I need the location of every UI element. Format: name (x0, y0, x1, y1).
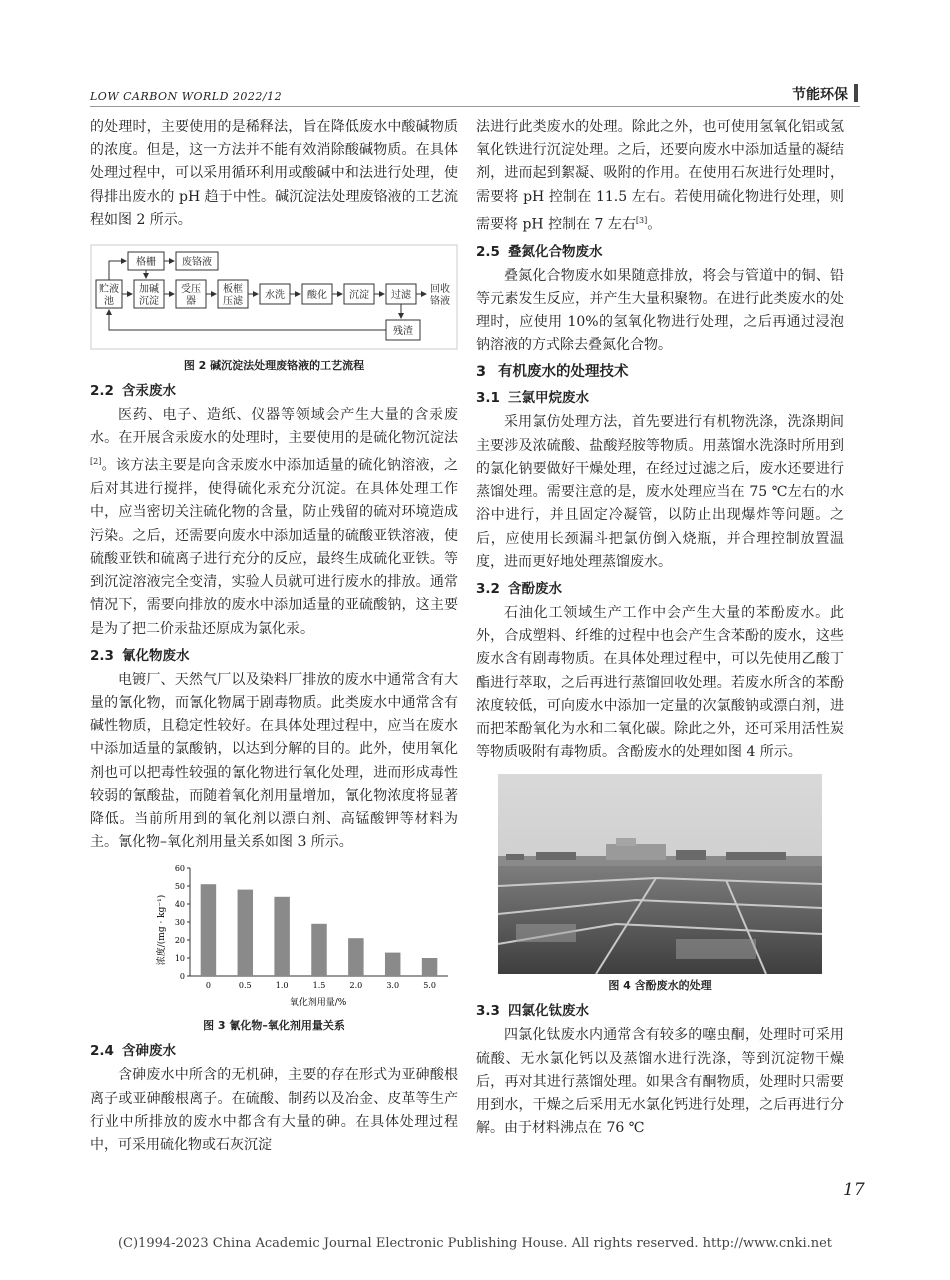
chart-x-tick-label: 2.0 (349, 981, 363, 991)
node-press-1: 受压 (181, 284, 201, 296)
node-settle: 沉淀 (349, 290, 369, 302)
node-tank-2: 池 (104, 296, 114, 308)
chart-bar (385, 953, 400, 976)
paragraph: 含砷废水中所含的无机砷，主要的存在形式为亚砷酸根离子或亚砷酸根离子。在硫酸、制药以及冶金、皮革等生产行业中所排放的废水中都含有大量的砷。在具体处理过程中，可采用硫化物或石灰沉淀 (90, 1067, 458, 1153)
section-title: 节能环保 (792, 87, 848, 103)
chart-bar (201, 885, 216, 977)
node-press-2: 器 (186, 296, 196, 308)
figure-3 (90, 860, 458, 1034)
node-waste: 废铬液 (182, 257, 212, 269)
figure-4 (476, 774, 844, 994)
figure-3-caption: 图 3 氰化物–氧化剂用量关系 (203, 1019, 345, 1033)
node-alkali-2: 沉淀 (139, 296, 159, 308)
chart-y-tick-label: 60 (174, 864, 185, 874)
chart-bar (422, 958, 437, 976)
paragraph: 采用氯仿处理方法，首先要进行有机物洗涤，洗涤期间主要涉及浓硫酸、盐酸羟胺等物质。用蒸馏水洗涤时所用到的氯化钠要做好干燥处理，在经过过滤之后，废水还要进行蒸馏处理。需要注意的是，废水处理应当在 75 ℃左右的水浴中进行，并且固定冷凝管，以防止出现爆炸等问题。之后，应使用长颈漏斗把氯仿倒入烧瓶，并合理控制放置温度，进而更好地处理蒸馏废水。 (476, 414, 844, 570)
treatment-plant-photo (476, 774, 844, 974)
section-3-3-heading: 3.3 四氯化钛废水 (476, 1003, 589, 1020)
chart-y-tick-label: 20 (174, 936, 185, 946)
page-number: 17 (843, 1180, 865, 1200)
chart-x-tick-label: 1.5 (312, 981, 326, 991)
chart-x-tick-label: 0 (205, 981, 211, 991)
node-acid: 酸化 (307, 290, 327, 302)
node-wash: 水洗 (265, 290, 285, 302)
section-2-3-heading: 2.3 氰化物废水 (90, 647, 190, 664)
node-plate-2: 压滤 (223, 296, 243, 308)
chart-x-tick-label: 1.0 (275, 981, 289, 991)
node-grid: 格栅 (136, 257, 156, 269)
chart-y-tick-label: 40 (174, 900, 185, 910)
chart-y-label: 浓度/(mg · kg⁻¹) (157, 895, 167, 966)
chart-bar (348, 939, 363, 977)
paragraph: 石油化工领域生产工作中会产生大量的苯酚废水。此外，合成塑料、纤维的过程中也会产生含苯酚的废水，这些废水含有剧毒物质。在具体处理过程中，可以先使用乙酸丁酯进行萃取，之后再进行蒸馏回收处理。若废水所含的苯酚浓度较低，可向废水中添加一定量的次氯酸钠或漂白剂，进而把苯酚氧化为水和二氧化碳。除此之外，还可采用活性炭等物质吸附有毒物质。含酚废水的处理如图 4 所示。 (476, 604, 844, 761)
citation: [3] (635, 215, 648, 225)
paragraph: 四氯化钛废水内通常含有较多的噻虫酮，处理时可采用硫酸、无水氯化钙以及蒸馏水进行洗涤，等到沉淀物干燥后，再对其进行蒸馏处理。如果含有酮物质，处理时只需要用到水，干燥之后采用无水氯化钙进行处理，之后再进行分解。由于材料沸点在 76 ℃ (476, 1027, 844, 1137)
chart-bar (311, 924, 326, 976)
figure-2 (90, 244, 458, 374)
paragraph: 法进行此类废水的处理。除此之外，也可使用氢氧化铝或氢氧化铁进行沉淀处理。之后，还要向废水中添加适量的凝结剂，进而起到絮凝、吸附的作用。在使用石灰进行处理时，需要将 pH 控制在 11.5 左右。若使用硫化物进行处理，则需要将 pH 控制在 7 左右[3]。 (476, 119, 844, 233)
copyright-footer: (C)1994-2023 China Academic Journal Electronic Publishing House. All rights reserved. http://www.cnki.net (117, 1236, 833, 1251)
section-3-1-heading: 3.1 三氯甲烷废水 (476, 390, 589, 407)
chart-y-tick-label: 0 (179, 972, 185, 982)
chart-y-tick-label: 50 (174, 882, 185, 892)
chart-y-tick-label: 10 (174, 954, 185, 964)
paragraph: 叠氮化合物废水如果随意排放，将会与管道中的铜、铅等元素发生反应，并产生大量积聚物。在进行此类废水的处理时，应使用 10%的氢氧化物进行处理，之后再通过浸泡钠溶液的方式除去叠氮化合物。 (476, 267, 844, 354)
section-2-2-heading: 2.2 含汞废水 (90, 383, 176, 400)
chart-y-tick-label: 30 (174, 918, 185, 928)
chart-x-tick-label: 0.5 (238, 981, 252, 991)
node-plate-1: 板框 (223, 284, 243, 296)
node-tank-1: 贮液 (99, 284, 119, 296)
flow-diagram (90, 244, 458, 350)
chart-x-tick-label: 3.0 (386, 981, 400, 991)
bar-chart (90, 860, 458, 1010)
paragraph: 医药、电子、造纸、仪器等领域会产生大量的含汞废水。在开展含汞废水的处理时，主要使用的是硫化物沉淀法[2]。该方法主要是向含汞废水中添加适量的硫化钠溶液，之后对其进行搅拌，使得硫化汞充分沉淀。在具体处理工作中，应当密切关注硫化物的含量，防止残留的硫对环境造成污染。之后，还需要向废水中添加适量的硫酸亚铁溶液，使硫酸亚铁和硫离子进行充分的反应，最终生成硫化亚铁。等到沉淀溶液完全变清，实验人员就可进行废水的排放。通常情况下，需要向排放的废水中添加适量的亚硫酸钠，这主要是为了把二价汞盐还原成为氯化汞。 (90, 407, 458, 637)
paragraph: 电镀厂、天然气厂以及染料厂排放的废水中通常含有大量的氰化物，而氰化物属于剧毒物质。此类废水中通常含有碱性物质，且稳定性较好。在具体处理过程中，应当在废水中添加适量的氯酸钠，以达到分解的目的。此外，使用氧化剂也可以把毒性较强的氰化物进行氧化处理，进而形成毒性较弱的氰酸盐，而随着氧化剂用量增加，氰化物浓度将显著降低。当前所用到的氧化剂以漂白剂、高锰酸钾等材料为主。氰化物–氧化剂用量关系如图 3 所示。 (90, 671, 458, 851)
right-column (476, 116, 844, 1140)
node-alkali-1: 加碱 (139, 284, 159, 296)
header-bar (854, 84, 858, 102)
chart-x-label: 氧化剂用量/% (289, 998, 347, 1009)
node-filter: 过滤 (391, 290, 411, 302)
node-recover-2: 铬液 (430, 296, 450, 308)
journal-header: LOW CARBON WORLD 2022/12 (90, 90, 283, 103)
section-2-4-heading: 2.4 含砷废水 (90, 1043, 176, 1060)
node-residue: 残渣 (393, 326, 413, 338)
section-3-2-heading: 3.2 含酚废水 (476, 580, 562, 597)
left-column (90, 116, 458, 1157)
section-2-5-heading: 2.5 叠氮化合物废水 (476, 243, 603, 260)
paragraph: 的处理时，主要使用的是稀释法，旨在降低废水中酸碱物质的浓度。但是，这一方法并不能有效消除酸碱物质。在具体处理过程中，可以采用循环利用或酸碱中和法进行处理，使得排出废水的 pH 趋于中性。碱沉淀法处理废铬液的工艺流程如图 2 所示。 (90, 119, 458, 228)
citation: [2] (90, 457, 102, 467)
chart-bar (274, 897, 289, 976)
node-recover-1: 回收 (430, 284, 450, 296)
section-3-heading: 3 有机废水的处理技术 (476, 364, 629, 381)
chart-x-tick-label: 5.0 (423, 981, 436, 991)
chart-bar (238, 890, 253, 976)
figure-2-caption: 图 2 碱沉淀法处理废铬液的工艺流程 (183, 359, 365, 373)
figure-4-caption: 图 4 含酚废水的处理 (608, 979, 712, 993)
header-rule (90, 106, 860, 107)
